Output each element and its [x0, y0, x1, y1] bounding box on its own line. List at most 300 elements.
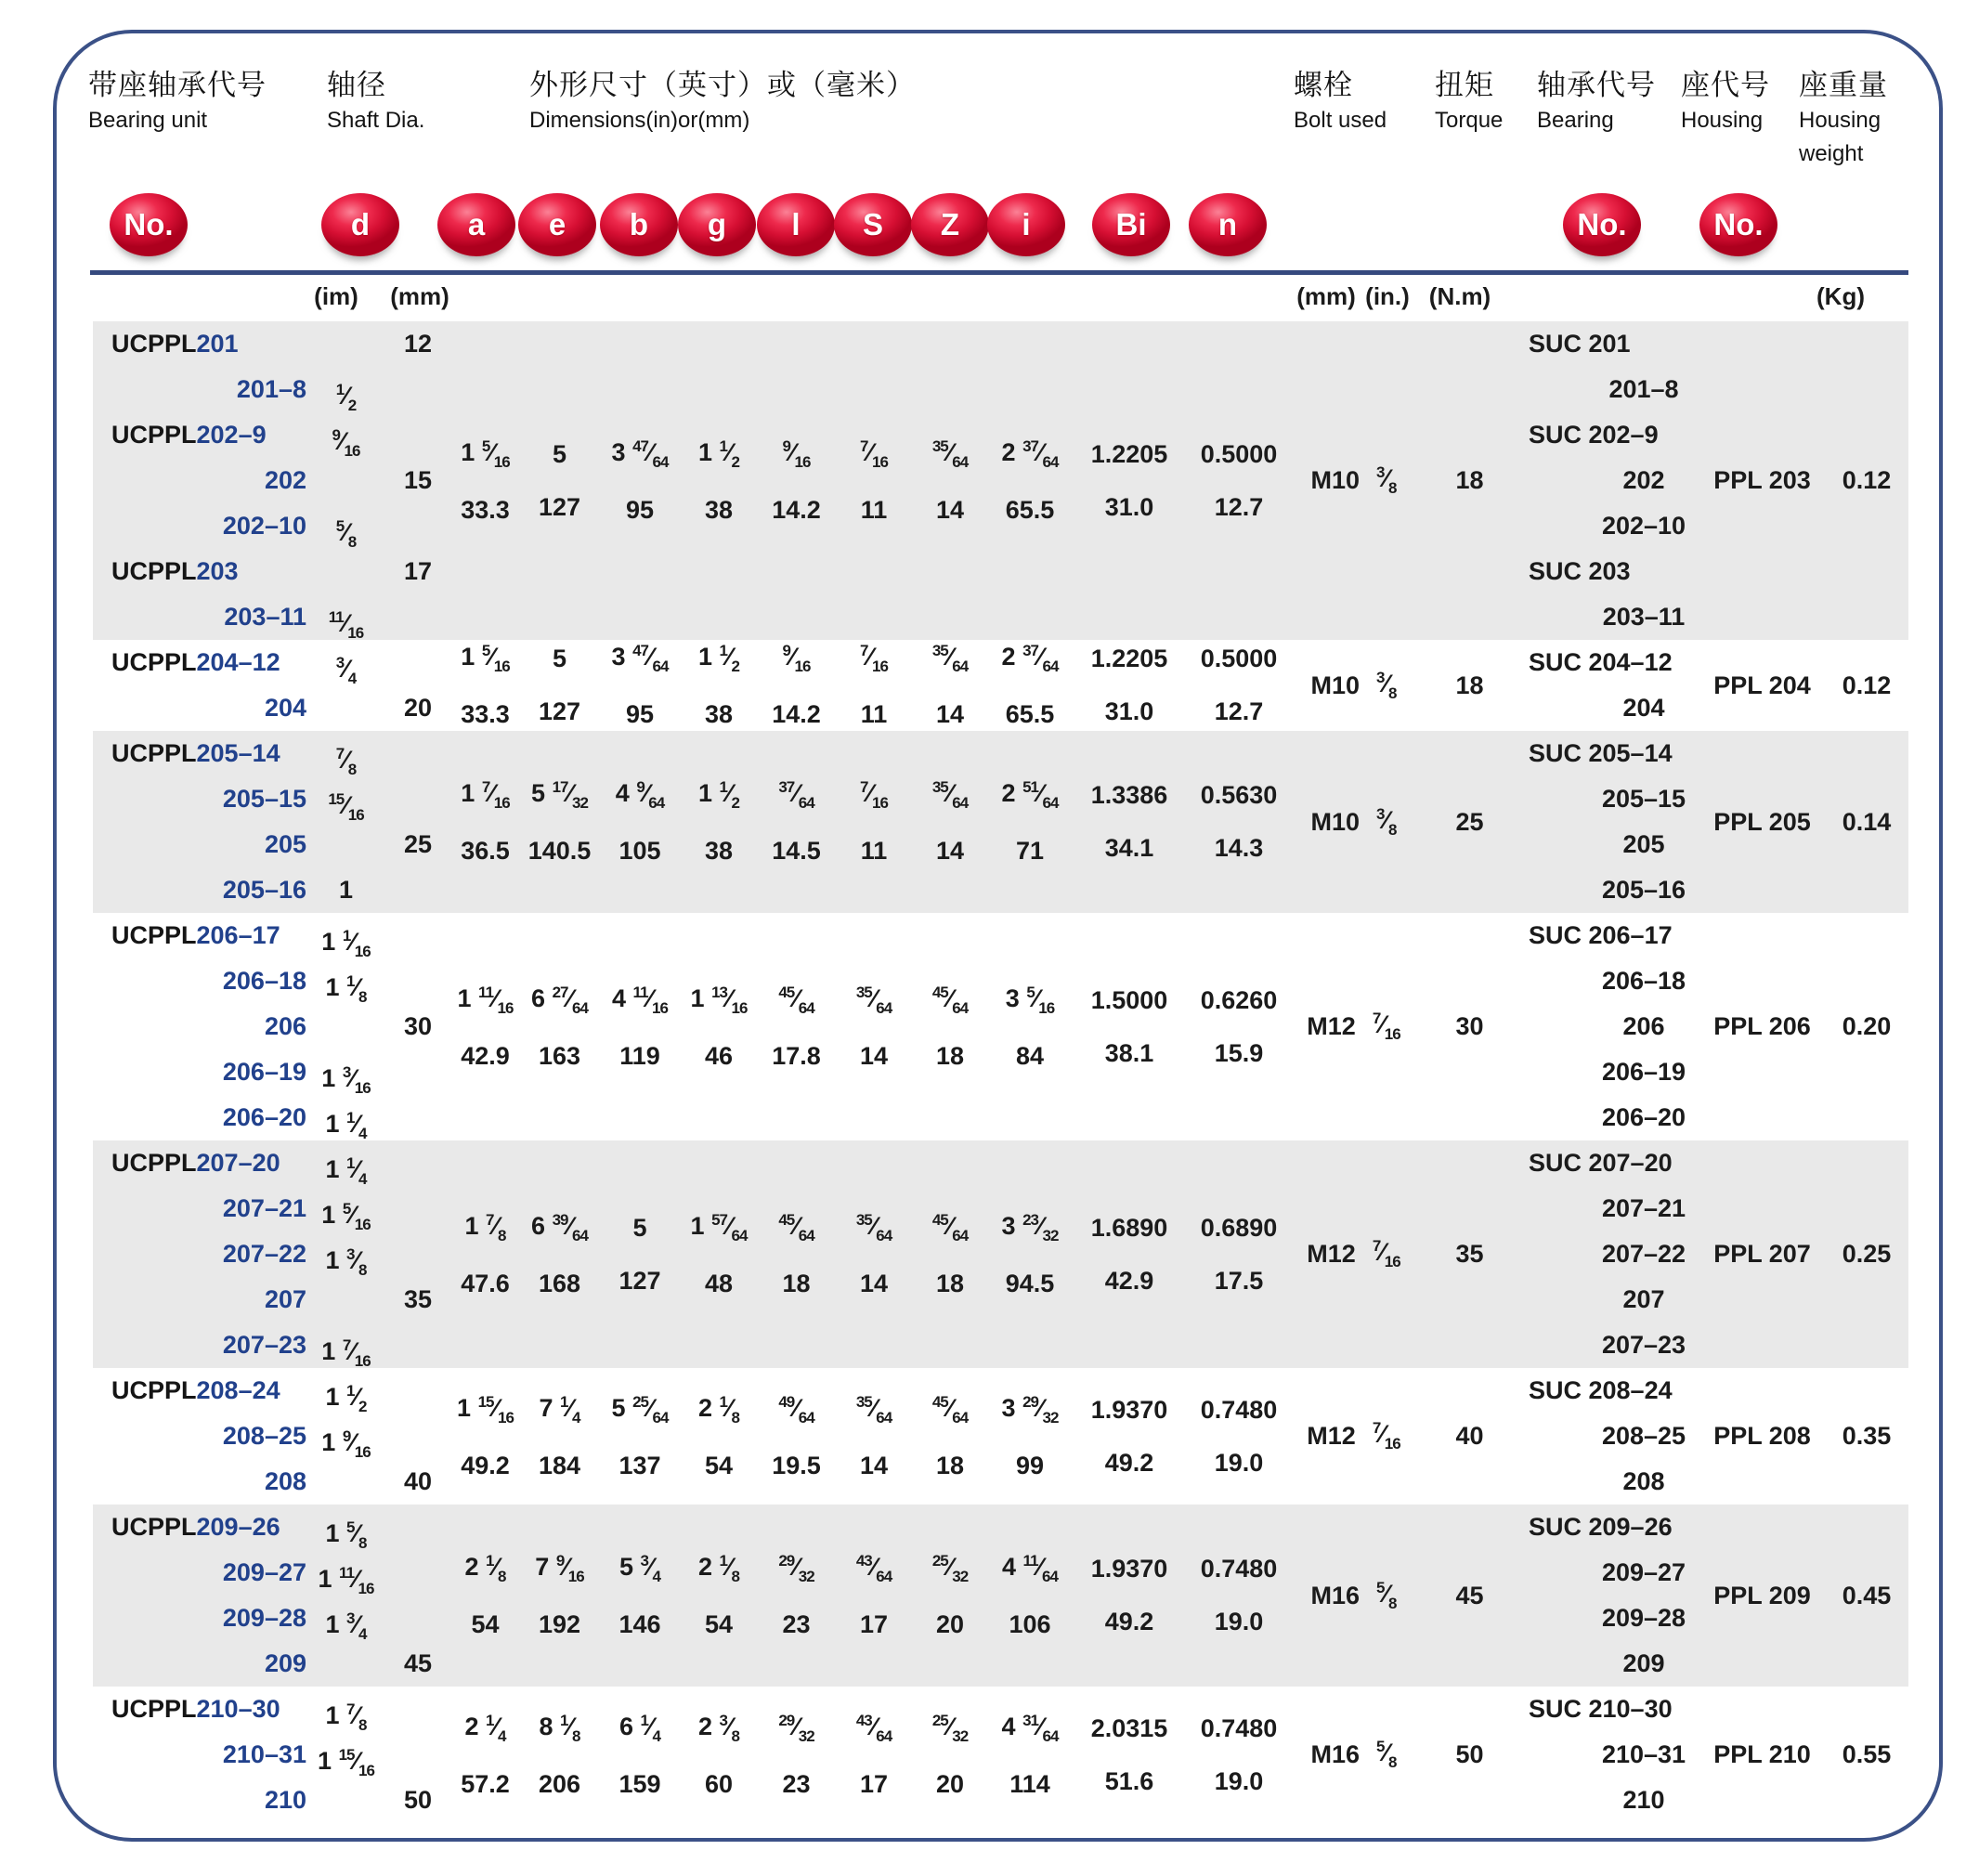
dim-g-mm: 60 [704, 1769, 734, 1798]
part-number: UCPPL210–30 [111, 1695, 280, 1723]
shaft-dia-in-value [306, 1277, 385, 1322]
shaft-dia-mm-value [385, 913, 450, 958]
dim-e-mm: 127 [538, 697, 581, 725]
dim-a-in: 1 $^{11}⁄_{16}$ [457, 983, 514, 1017]
dim-bi-in: 2.0315 [1090, 1713, 1168, 1742]
dim-g-mm: 54 [704, 1451, 734, 1479]
housing-weight: 0.14 [1842, 807, 1892, 836]
dim-b-mm: 119 [619, 1041, 660, 1070]
shaft-dia-in-value: $^1⁄_2$ [335, 381, 357, 414]
dim-bi-cell [1072, 1687, 1187, 1823]
dim-b-in: 3 $^{47}⁄_{64}$ [611, 642, 669, 675]
dim-l-mm: 17.8 [772, 1041, 821, 1070]
dim-n-mm: 19.0 [1214, 1608, 1264, 1635]
dim-s-cell [836, 1687, 912, 1823]
dim-e-in: 8 $^1⁄_8$ [539, 1711, 580, 1745]
dim-l-cell [757, 731, 836, 913]
dim-a-mm: 47.6 [461, 1269, 510, 1297]
shaft-dia-in-value: 1 $^1⁄_{16}$ [321, 927, 371, 960]
dim-e-cell [520, 321, 599, 640]
badge-d: d [321, 193, 399, 256]
dim-i-mm: 71 [1015, 837, 1045, 865]
shaft-dia-in-value: 1 $^7⁄_{16}$ [321, 1336, 371, 1370]
shaft-dia-mm-value [385, 867, 450, 913]
dim-g-in: 1 $^{13}⁄_{16}$ [690, 983, 748, 1017]
part-number: 205 [264, 830, 306, 858]
dim-e-mm: 127 [538, 492, 581, 521]
bolt-mm: M16 [1310, 1740, 1361, 1768]
dim-bi-mm: 31.0 [1104, 492, 1154, 521]
header-dimensions-en: Dimensions(in)or(mm) [529, 108, 750, 133]
bearing-number: 209–27 [1601, 1558, 1686, 1586]
bolt-mm: M16 [1310, 1581, 1361, 1609]
dim-e-cell [520, 640, 599, 731]
dim-s-in: $^{43}⁄_{64}$ [855, 1552, 892, 1585]
header-bearing-no-en: Bearing [1537, 108, 1614, 133]
dim-z-cell [912, 640, 988, 731]
dim-b-mm: 137 [618, 1451, 661, 1479]
dim-a-cell [450, 913, 520, 1140]
dim-b-cell [599, 1140, 681, 1368]
header-housing-weight-zh: 座重量 [1799, 69, 1888, 101]
housing-weight: 0.25 [1842, 1240, 1892, 1268]
bearing-number: 208 [1622, 1467, 1665, 1495]
shaft-dia-in-value: $^{15}⁄_{16}$ [328, 790, 364, 824]
bearing-number: SUC 202–9 [1529, 421, 1659, 449]
torque-cell: 50 [1455, 1740, 1484, 1768]
bolt-cell [1291, 321, 1416, 640]
dim-i-cell [988, 1140, 1072, 1368]
dim-bi-mm: 42.9 [1104, 1266, 1154, 1295]
dim-l-mm: 14.5 [772, 837, 821, 865]
dim-s-in: $^{35}⁄_{64}$ [855, 1210, 892, 1244]
shaft-dia-in-value [306, 1778, 385, 1823]
dim-e-cell [520, 1368, 599, 1505]
shaft-dia-in-value [306, 549, 385, 594]
dim-bi-in: 1.6890 [1090, 1213, 1168, 1242]
bearing-number: 202–10 [1601, 512, 1686, 540]
dim-z-cell [912, 731, 988, 913]
header-housing-no-en: Housing [1681, 108, 1764, 133]
dim-g-mm: 38 [704, 837, 734, 865]
unit-bolt-in: (in.) [1365, 282, 1410, 310]
part-number: 207–22 [222, 1240, 306, 1268]
housing-number: PPL 205 [1713, 807, 1811, 836]
torque-cell: 25 [1455, 807, 1484, 836]
housing-number: PPL 207 [1713, 1240, 1811, 1268]
dim-n-cell [1187, 1505, 1291, 1687]
part-number-column [93, 640, 306, 731]
dim-b-mm: 105 [618, 837, 661, 865]
shaft-dia-in-column [306, 731, 385, 913]
dim-g-cell [681, 1368, 757, 1505]
part-number: UCPPL204–12 [111, 648, 280, 676]
header-housing-no-zh: 座代号 [1681, 69, 1770, 101]
dim-n-cell [1187, 731, 1291, 913]
dim-e-mm: 206 [538, 1769, 581, 1798]
header-bearing-unit-en: Bearing unit [88, 108, 208, 133]
shaft-dia-in-column [306, 1368, 385, 1505]
bearing-no-column [1523, 913, 1699, 1140]
dim-g-in: 2 $^1⁄_8$ [698, 1552, 739, 1585]
bearing-number: 207 [1622, 1285, 1665, 1313]
dim-n-in: 0.7480 [1200, 1555, 1278, 1583]
bearing-number: SUC 207–20 [1529, 1149, 1673, 1177]
dim-s-mm: 14 [859, 1041, 889, 1070]
part-number-column [93, 1368, 306, 1505]
bolt-in: $^7⁄_{16}$ [1372, 1419, 1400, 1453]
shaft-dia-in-value: 1 $^3⁄_8$ [325, 1245, 367, 1279]
unit-torque: (N.m) [1428, 282, 1491, 310]
dim-n-cell [1187, 913, 1291, 1140]
dim-i-in: 2 $^{37}⁄_{64}$ [1001, 642, 1059, 675]
dim-e-mm: 168 [538, 1269, 581, 1297]
spec-table [93, 321, 1908, 1823]
dim-b-cell [599, 640, 681, 731]
badge-z: Z [911, 193, 989, 256]
dim-s-mm: 11 [860, 495, 888, 524]
dim-b-mm: 159 [618, 1769, 661, 1798]
part-number: 210 [264, 1786, 306, 1814]
header-housing-weight-en1: Housing [1799, 108, 1881, 133]
dim-n-mm: 14.3 [1214, 834, 1264, 862]
dim-b-cell [599, 731, 681, 913]
dim-i-mm: 94.5 [1005, 1269, 1055, 1297]
torque-cell: 30 [1455, 1012, 1484, 1040]
dim-n-cell [1187, 1687, 1291, 1823]
header-shaft-dia [327, 67, 424, 137]
shaft-dia-in-value [306, 458, 385, 503]
part-number: 207–21 [222, 1194, 306, 1222]
badge-bearing-unit-no: No. [110, 193, 188, 256]
bearing-number: 207–22 [1601, 1240, 1686, 1268]
dim-z-cell [912, 1505, 988, 1687]
housing-number: PPL 203 [1713, 466, 1811, 494]
dim-b-in: 3 $^{47}⁄_{64}$ [611, 436, 669, 471]
bearing-number: 206–18 [1601, 967, 1686, 995]
bolt-in: $^3⁄_8$ [1376, 804, 1397, 839]
shaft-dia-mm-value: 17 [403, 557, 433, 585]
dim-z-mm: 14 [935, 700, 965, 728]
dim-s-in: $^{43}⁄_{64}$ [855, 1711, 892, 1745]
housing-weight: 0.35 [1842, 1422, 1892, 1450]
dim-i-cell [988, 1505, 1072, 1687]
part-number: 204 [264, 694, 306, 722]
dim-i-cell [988, 1687, 1072, 1823]
dim-bi-mm: 31.0 [1104, 697, 1154, 725]
dim-z-mm: 18 [935, 1041, 965, 1070]
unit-shaft-mm: (mm) [390, 282, 449, 310]
shaft-dia-in-value [306, 321, 385, 367]
dim-z-cell [912, 913, 988, 1140]
bearing-number: 208–25 [1601, 1422, 1686, 1450]
bearing-no-column [1523, 640, 1699, 731]
dim-a-in: 1 $^5⁄_{16}$ [461, 642, 510, 675]
dim-b-mm: 127 [618, 1266, 661, 1295]
bearing-number: 205–16 [1601, 876, 1686, 904]
header-torque [1435, 67, 1503, 137]
shaft-dia-mm-value [385, 1596, 450, 1641]
dim-s-in: $^{35}⁄_{64}$ [855, 1392, 892, 1427]
dim-l-in: $^{45}⁄_{64}$ [778, 983, 814, 1017]
header-bolt [1294, 67, 1387, 137]
dim-i-cell [988, 731, 1072, 913]
shaft-dia-in-value: 1 $^{11}⁄_{16}$ [318, 1564, 374, 1597]
dim-l-mm: 23 [782, 1769, 811, 1798]
part-number: 207–23 [222, 1331, 306, 1359]
dim-a-mm: 54 [471, 1610, 500, 1638]
dim-l-in: $^{45}⁄_{64}$ [778, 1210, 814, 1244]
shaft-dia-mm-column [385, 731, 450, 913]
shaft-dia-in-value: 1 $^7⁄_8$ [325, 1700, 367, 1734]
part-number-column [93, 731, 306, 913]
bearing-number: SUC 204–12 [1529, 648, 1673, 676]
header-shaft-dia-zh: 轴径 [327, 69, 386, 101]
dim-n-mm: 19.0 [1214, 1766, 1264, 1795]
housing-number: PPL 204 [1713, 671, 1811, 699]
dim-e-cell [520, 1505, 599, 1687]
dim-l-in: $^{29}⁄_{32}$ [778, 1552, 814, 1585]
bolt-cell [1291, 1505, 1416, 1687]
dim-l-cell [757, 321, 836, 640]
shaft-dia-in-value: 1 $^5⁄_8$ [325, 1518, 367, 1552]
shaft-dia-mm-value [385, 640, 450, 685]
dim-g-mm: 48 [704, 1269, 734, 1297]
dim-l-in: $^{37}⁄_{64}$ [778, 778, 814, 812]
dim-a-in: 1 $^7⁄_{16}$ [461, 778, 510, 812]
dim-g-cell [681, 640, 757, 731]
part-number: 206–19 [222, 1058, 306, 1086]
dim-bi-mm: 38.1 [1104, 1038, 1154, 1067]
dim-a-cell [450, 640, 520, 731]
dim-bi-in: 1.3386 [1090, 781, 1168, 809]
part-number: 208–25 [222, 1422, 306, 1450]
dim-b-mm: 95 [625, 495, 655, 524]
dim-z-in: $^{45}⁄_{64}$ [931, 1210, 969, 1244]
shaft-dia-mm-value: 35 [403, 1285, 433, 1313]
dim-b-cell [599, 913, 681, 1140]
dim-bi-cell [1072, 913, 1187, 1140]
shaft-dia-mm-value: 40 [403, 1467, 433, 1495]
dim-i-cell [988, 913, 1072, 1140]
dim-b-cell [599, 321, 681, 640]
dim-z-in: $^{35}⁄_{64}$ [931, 642, 969, 675]
bearing-number: 203–11 [1602, 603, 1686, 631]
bearing-number: SUC 209–26 [1529, 1513, 1673, 1541]
bolt-in: $^7⁄_{16}$ [1372, 1010, 1400, 1043]
header-bolt-zh: 螺栓 [1294, 69, 1353, 101]
dim-a-in: 2 $^1⁄_4$ [464, 1711, 506, 1745]
dim-i-mm: 65.5 [1005, 700, 1055, 728]
shaft-dia-mm-value [385, 1095, 450, 1140]
dim-i-in: 3 $^{23}⁄_{32}$ [1001, 1210, 1059, 1244]
part-number: 210–31 [222, 1740, 306, 1768]
dim-i-in: 2 $^{37}⁄_{64}$ [1001, 436, 1059, 471]
dim-n-cell [1187, 1368, 1291, 1505]
dim-bi-cell [1072, 321, 1187, 640]
shaft-dia-in-value: $^{11}⁄_{16}$ [328, 608, 364, 642]
dim-i-in: 4 $^{31}⁄_{64}$ [1001, 1711, 1059, 1745]
bearing-no-column [1523, 731, 1699, 913]
part-number-column [93, 1687, 306, 1823]
dim-s-mm: 14 [859, 1269, 889, 1297]
dim-i-cell [988, 1368, 1072, 1505]
bolt-in: $^3⁄_8$ [1376, 463, 1397, 497]
dim-e-cell [520, 1687, 599, 1823]
bearing-number: SUC 201 [1529, 330, 1631, 358]
part-number: UCPPL205–14 [111, 739, 280, 767]
header-bearing-no [1537, 67, 1656, 137]
dim-a-in: 1 $^{15}⁄_{16}$ [457, 1392, 514, 1427]
header-torque-zh: 扭矩 [1435, 69, 1494, 101]
dim-i-mm: 106 [1009, 1610, 1051, 1638]
dim-l-cell [757, 913, 836, 1140]
bearing-number: 204 [1622, 694, 1665, 722]
bearing-number: 205 [1622, 830, 1665, 858]
part-number: UCPPL208–24 [111, 1376, 280, 1404]
dim-e-mm: 140.5 [527, 837, 592, 865]
shaft-dia-in-value: $^5⁄_8$ [335, 517, 357, 551]
shaft-dia-mm-value [385, 412, 450, 458]
dim-z-in: $^{45}⁄_{64}$ [931, 1392, 969, 1427]
dim-b-mm: 95 [625, 700, 655, 728]
dim-i-mm: 114 [1009, 1769, 1050, 1798]
dim-s-mm: 14 [859, 1451, 889, 1479]
dim-i-mm: 84 [1015, 1041, 1045, 1070]
bolt-in: $^7⁄_{16}$ [1372, 1237, 1400, 1270]
dim-n-in: 0.5630 [1200, 781, 1278, 809]
housing-weight: 0.20 [1842, 1012, 1892, 1040]
dim-n-in: 0.7480 [1200, 1713, 1278, 1742]
bolt-mm: M12 [1307, 1012, 1356, 1040]
dim-n-mm: 12.7 [1214, 492, 1264, 521]
badge-e: e [518, 193, 596, 256]
bearing-no-column [1523, 321, 1699, 640]
dim-b-in: 4 $^9⁄_{64}$ [615, 778, 665, 812]
dim-l-cell [757, 1140, 836, 1368]
unit-weight: (Kg) [1816, 282, 1865, 310]
bearing-no-column [1523, 1687, 1699, 1823]
badge-housing-no: No. [1699, 193, 1777, 256]
bearing-number: 206 [1622, 1012, 1665, 1040]
dim-z-in: $^{35}⁄_{64}$ [931, 778, 969, 812]
dim-i-in: 2 $^{51}⁄_{64}$ [1001, 778, 1059, 812]
shaft-dia-mm-value [385, 594, 450, 640]
torque-cell: 40 [1455, 1422, 1484, 1450]
dim-s-cell [836, 913, 912, 1140]
dim-a-in: 1 $^7⁄_8$ [464, 1210, 506, 1244]
torque-cell: 18 [1455, 671, 1484, 699]
bolt-mm: M12 [1307, 1240, 1356, 1268]
dim-bi-in: 1.2205 [1090, 439, 1168, 468]
dim-g-mm: 38 [704, 495, 734, 524]
dim-z-mm: 18 [935, 1269, 965, 1297]
part-number: UCPPL209–26 [111, 1513, 280, 1541]
shaft-dia-mm-value [385, 1368, 450, 1414]
shaft-dia-in-column [306, 1687, 385, 1823]
bearing-group [93, 913, 1908, 1140]
shaft-dia-in-value: $^7⁄_8$ [335, 745, 357, 778]
shaft-dia-in-value [306, 685, 385, 731]
shaft-dia-mm-value [385, 1049, 450, 1095]
dim-bi-in: 1.5000 [1090, 985, 1168, 1014]
part-number: 202 [264, 466, 306, 494]
shaft-dia-mm-value [385, 1732, 450, 1778]
dim-e-cell [520, 1140, 599, 1368]
dim-a-in: 1 $^5⁄_{16}$ [461, 436, 510, 471]
shaft-dia-mm-value [385, 1322, 450, 1368]
part-number: 205–15 [222, 785, 306, 813]
part-number: 206–20 [222, 1103, 306, 1131]
shaft-dia-in-value [306, 822, 385, 867]
shaft-dia-mm-value [385, 1414, 450, 1459]
shaft-dia-mm-value [385, 1550, 450, 1596]
dim-l-in: $^9⁄_{16}$ [782, 436, 811, 471]
dim-z-in: $^{25}⁄_{32}$ [931, 1711, 969, 1745]
dim-a-cell [450, 1687, 520, 1823]
dim-bi-mm: 34.1 [1104, 834, 1154, 862]
dim-b-in: 6 $^1⁄_4$ [619, 1711, 660, 1745]
bearing-no-column [1523, 1368, 1699, 1505]
shaft-dia-in-column [306, 1505, 385, 1687]
shaft-dia-mm-value: 25 [403, 830, 433, 858]
badge-a: a [437, 193, 515, 256]
dim-g-cell [681, 1140, 757, 1368]
housing-number: PPL 206 [1713, 1012, 1811, 1040]
bearing-number: 207–23 [1601, 1331, 1686, 1359]
shaft-dia-mm-column [385, 913, 450, 1140]
dim-s-cell [836, 731, 912, 913]
dim-l-mm: 23 [782, 1610, 811, 1638]
dim-e-mm: 163 [538, 1041, 581, 1070]
shaft-dia-in-value: 1 $^{15}⁄_{16}$ [318, 1746, 374, 1779]
shaft-dia-in-column [306, 1140, 385, 1368]
dim-z-cell [912, 321, 988, 640]
bearing-number: 201–8 [1608, 375, 1679, 403]
dim-g-in: 1 $^1⁄_2$ [698, 642, 739, 675]
dim-a-cell [450, 731, 520, 913]
shaft-dia-mm-column [385, 1368, 450, 1505]
bearing-no-column [1523, 1140, 1699, 1368]
dim-z-mm: 20 [935, 1769, 965, 1798]
bearing-group [93, 321, 1908, 640]
shaft-dia-mm-value: 20 [403, 694, 433, 722]
dim-i-in: 4 $^{11}⁄_{64}$ [1002, 1552, 1058, 1585]
dim-s-cell [836, 1368, 912, 1505]
dim-z-mm: 20 [935, 1610, 965, 1638]
header-bearing-unit [88, 67, 267, 137]
dim-a-cell [450, 321, 520, 640]
bolt-in: $^3⁄_8$ [1376, 668, 1397, 702]
dim-s-in: $^{35}⁄_{64}$ [855, 983, 892, 1017]
dim-e-in: 7 $^1⁄_4$ [539, 1392, 580, 1427]
dim-g-in: 1 $^1⁄_2$ [698, 778, 739, 812]
dim-e-cell [520, 731, 599, 913]
bearing-number: SUC 205–14 [1529, 739, 1673, 767]
torque-cell: 18 [1455, 466, 1484, 494]
shaft-dia-in-value: 1 $^3⁄_{16}$ [321, 1063, 371, 1097]
dim-l-mm: 19.5 [772, 1451, 821, 1479]
shaft-dia-mm-value [385, 776, 450, 822]
shaft-dia-mm-value [385, 1186, 450, 1231]
shaft-dia-mm-value: 30 [403, 1012, 433, 1040]
dim-i-mm: 99 [1015, 1451, 1045, 1479]
shaft-dia-mm-value: 15 [403, 466, 433, 494]
header-torque-en: Torque [1435, 108, 1504, 133]
dim-n-mm: 19.0 [1214, 1448, 1264, 1477]
dim-a-cell [450, 1140, 520, 1368]
dim-i-cell [988, 321, 1072, 640]
